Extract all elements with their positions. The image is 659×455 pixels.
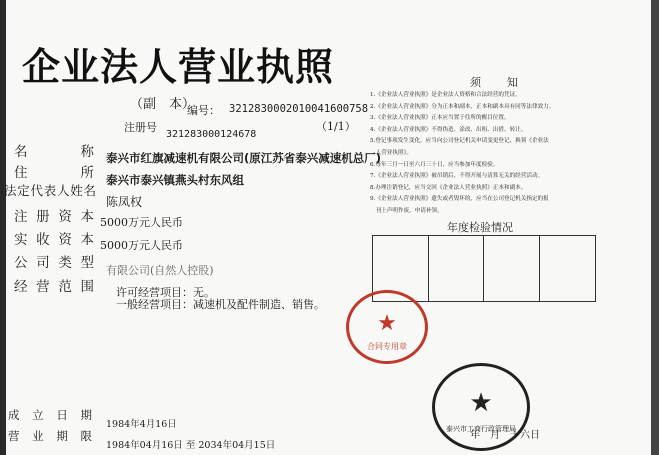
registration-number: 321283000124678 bbox=[166, 129, 257, 140]
company-type-label: 公司类型 bbox=[14, 255, 94, 271]
star-icon: ★ bbox=[377, 311, 397, 336]
notice-item: 2.《企业法人营业执照》分为正本和副本，正本和副本具有同等法律效力。 bbox=[370, 103, 555, 110]
established-label: 成立日期 bbox=[8, 408, 92, 422]
established-date: 1984年4月16日 bbox=[106, 419, 177, 430]
notice-item: 9.《企业法人营业执照》遗失或者毁坏的，应当在公司登记机关指定的报 bbox=[370, 196, 549, 203]
legal-rep-label: 法定代表人姓名 bbox=[4, 183, 96, 198]
inspection-cell bbox=[540, 236, 596, 301]
notice-item: 4.《企业法人营业执照》不得伪造、涂改、出租、出借、转让。 bbox=[370, 126, 527, 133]
scope-licensed: 许可经营项目：无。 bbox=[116, 286, 215, 299]
page-indicator: （1/1） bbox=[316, 120, 356, 133]
company-address: 泰兴市泰兴镇燕头村东风组 bbox=[106, 173, 244, 187]
inspection-grid bbox=[372, 235, 596, 302]
legal-representative: 陈凤权 bbox=[106, 195, 143, 209]
inspection-cell bbox=[429, 236, 485, 301]
license-subtitle: （副 本） bbox=[130, 97, 196, 112]
scan-edge-right bbox=[651, 0, 659, 455]
inspection-cell bbox=[484, 236, 540, 301]
notice-title: 须知 bbox=[470, 76, 544, 89]
notice-item: 8.办理注销登记，应当交回《企业法人营业执照》正本和副本。 bbox=[370, 184, 527, 191]
notice-item: 刊上声明作废，申请补领。 bbox=[370, 207, 443, 214]
notice-item: 5.登记事项发生变化，应当向公司登记机关申请变更登记，换领《企业法 bbox=[370, 138, 549, 145]
notice-item: 人营业执照》。 bbox=[370, 149, 412, 156]
license-title: 企业法人营业执照 bbox=[22, 44, 335, 89]
scan-edge-left bbox=[0, 0, 6, 455]
notice-item: 1.《企业法人营业执照》是企业法人资格和合法经营的凭证。 bbox=[370, 92, 521, 98]
paid-capital-label: 实收资本 bbox=[14, 232, 94, 248]
issue-date: 年 月 十六日 bbox=[470, 430, 540, 441]
registration-label: 注册号 bbox=[124, 121, 157, 134]
address-label: 住所 bbox=[14, 165, 94, 181]
notice-item: 7.《企业法人营业执照》被吊销后，不得开展与清算无关的经营活动。 bbox=[370, 173, 544, 180]
star-icon: ★ bbox=[469, 388, 493, 418]
code-value: 3212830002010041600758 bbox=[229, 103, 369, 115]
notice-list bbox=[370, 90, 600, 218]
name-label: 名称 bbox=[14, 144, 94, 160]
inspection-title: 年度检验情况 bbox=[447, 221, 513, 234]
code-label: 编号： bbox=[187, 104, 220, 117]
company-seal-text: 合同专用章 bbox=[367, 342, 407, 351]
term-label: 营业期限 bbox=[8, 429, 92, 443]
notice-item: 3.《企业法人营业执照》正本应当置于住所的醒目位置。 bbox=[370, 115, 510, 122]
company-seal bbox=[346, 290, 428, 364]
authority-seal-text: 泰兴市工商行政管理局 bbox=[446, 425, 516, 433]
company-name: 泰兴市红旗减速机有限公司(原江苏省泰兴减速机总厂) bbox=[106, 151, 382, 165]
company-type: 有限公司(自然人控股) bbox=[106, 264, 214, 277]
registered-capital: 5000万元人民币 bbox=[100, 216, 183, 229]
notice-item: 6.每年三月一日至六月三十日，应当参加年度检验。 bbox=[370, 161, 499, 168]
registered-capital-label: 注册资本 bbox=[14, 209, 94, 225]
business-term: 1984年04月16日 至 2034年04月15日 bbox=[106, 440, 276, 451]
scope-label: 经营范围 bbox=[14, 279, 94, 295]
scope-general: 一般经营项目：减速机及配件制造、销售。 bbox=[116, 298, 325, 311]
paid-capital: 5000万元人民币 bbox=[100, 239, 183, 252]
